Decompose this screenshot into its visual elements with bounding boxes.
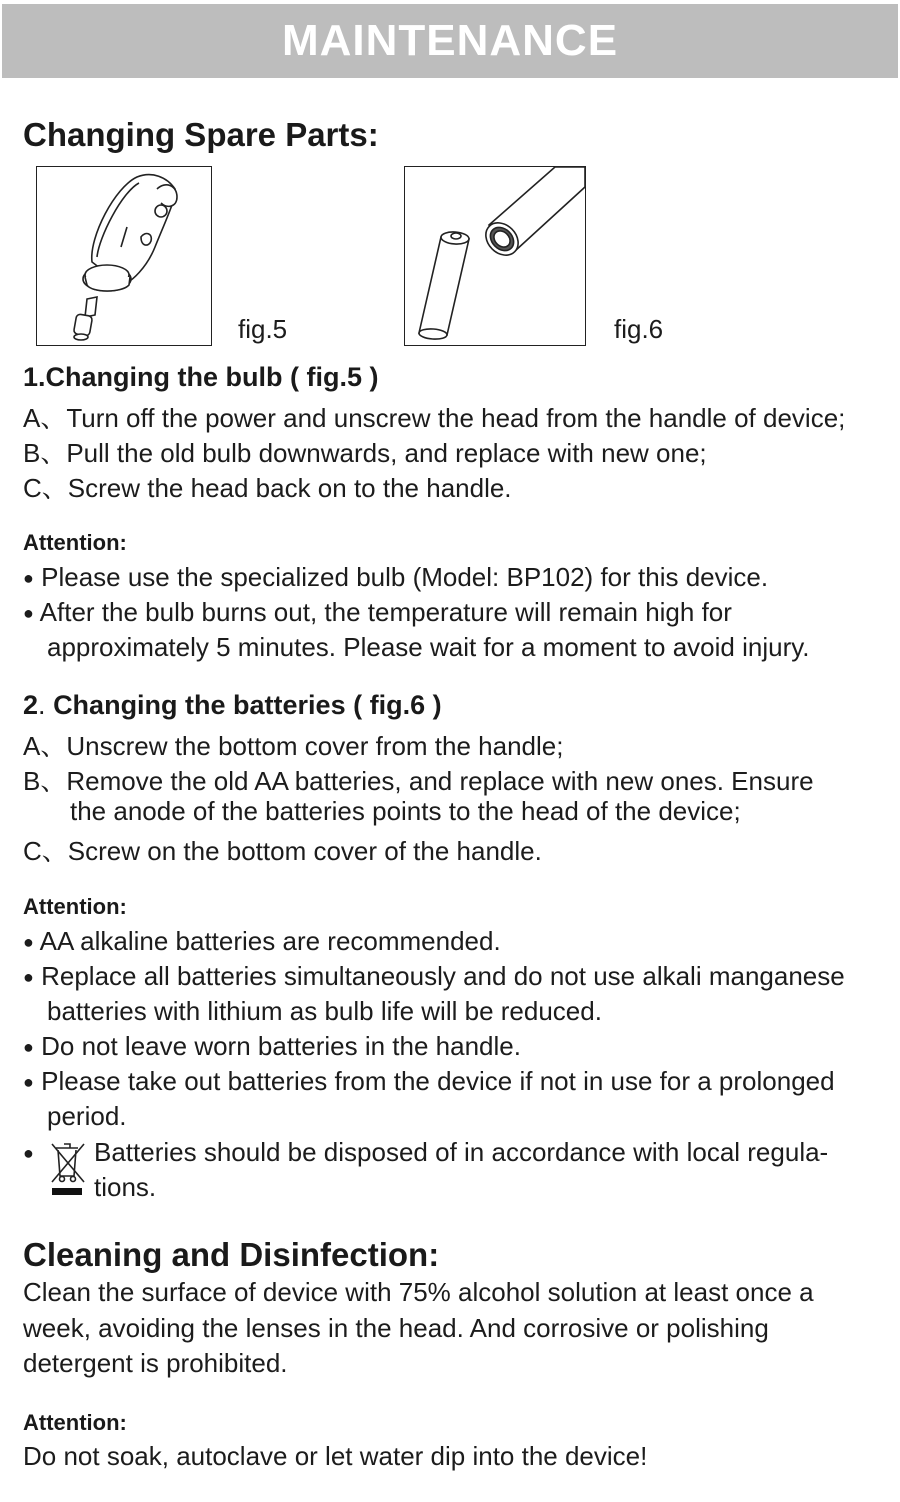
batteries-step-b: B、Remove the old AA batteries, and replace with new ones. Ensure: [23, 766, 814, 796]
bullet: ●: [23, 1143, 34, 1163]
page-title: MAINTENANCE: [281, 16, 619, 65]
bullet: ●: [23, 1072, 34, 1092]
cleaning-line-1: Clean the surface of device with 75% alcohol solution at least once a: [23, 1277, 814, 1307]
bulb-attention-1: ● Please use the specialized bulb (Model: BP102) for this device.: [23, 562, 769, 592]
batteries-attention-5: Batteries should be disposed of in accordance with local regula-: [94, 1137, 829, 1167]
bullet: ●: [23, 932, 34, 952]
batteries-attention-2: ● Replace all batteries simultaneously and do not use alkali manganese: [23, 961, 845, 991]
cleaning-heading: Cleaning and Disinfection:: [23, 1236, 440, 1273]
fig6-label: fig.6: [614, 314, 664, 344]
cleaning-line-3: detergent is prohibited.: [23, 1348, 288, 1378]
battery-handle-icon: [405, 167, 585, 345]
batteries-attention-4: ● Please take out batteries from the device if not in use for a prolonged: [23, 1066, 835, 1096]
batteries-attention-title: Attention:: [23, 894, 127, 919]
batteries-step-b-cont: the anode of the batteries points to the head of the device;: [70, 796, 741, 826]
batteries-attention-2-cont: batteries with lithium as bulb life will be reduced.: [47, 996, 602, 1026]
batteries-attention-1: ● AA alkaline batteries are recommended.: [23, 926, 501, 956]
bullet: ●: [23, 603, 34, 623]
crossed-out-wheeled-bin-icon: [46, 1140, 88, 1198]
batteries-attention-5-bullet: [23, 1137, 34, 1168]
bulb-step-c: C、Screw the head back on to the handle.: [23, 473, 512, 503]
fig5-label: fig.5: [238, 314, 288, 344]
batteries-step-a: A、Unscrew the bottom cover from the handle;: [23, 731, 564, 761]
spare-parts-heading: Changing Spare Parts:: [23, 116, 379, 153]
bullet: ●: [23, 1037, 34, 1057]
figure-6: [404, 166, 586, 346]
batteries-step-c: C、Screw on the bottom cover of the handle.: [23, 836, 542, 866]
bulb-heading: 1.Changing the bulb ( fig.5 ): [23, 362, 379, 392]
batteries-attention-3: ● Do not leave worn batteries in the handle.: [23, 1031, 521, 1061]
bulb-attention-2-cont: approximately 5 minutes. Please wait for a moment to avoid injury.: [47, 632, 810, 662]
thermometer-head-bulb-icon: [37, 167, 211, 345]
bulb-step-a: A、Turn off the power and unscrew the head from the handle of device;: [23, 403, 846, 433]
cleaning-line-2: week, avoiding the lenses in the head. And corrosive or polishing: [23, 1313, 769, 1343]
batteries-attention-4-cont: period.: [47, 1101, 127, 1131]
maintenance-banner: [2, 4, 898, 78]
bulb-attention-2: ● After the bulb burns out, the temperature will remain high for: [23, 597, 732, 627]
bulb-attention-title: Attention:: [23, 530, 127, 555]
bullet: ●: [23, 568, 34, 588]
cleaning-attention-title: Attention:: [23, 1410, 127, 1435]
figure-5: [36, 166, 212, 346]
batteries-attention-5-cont: tions.: [94, 1172, 157, 1202]
cleaning-attention: Do not soak, autoclave or let water dip into the device!: [23, 1441, 648, 1471]
batteries-heading: 2. Changing the batteries ( fig.6 ): [23, 690, 442, 720]
bulb-step-b: B、Pull the old bulb downwards, and replace with new one;: [23, 438, 707, 468]
bullet: ●: [23, 967, 34, 987]
